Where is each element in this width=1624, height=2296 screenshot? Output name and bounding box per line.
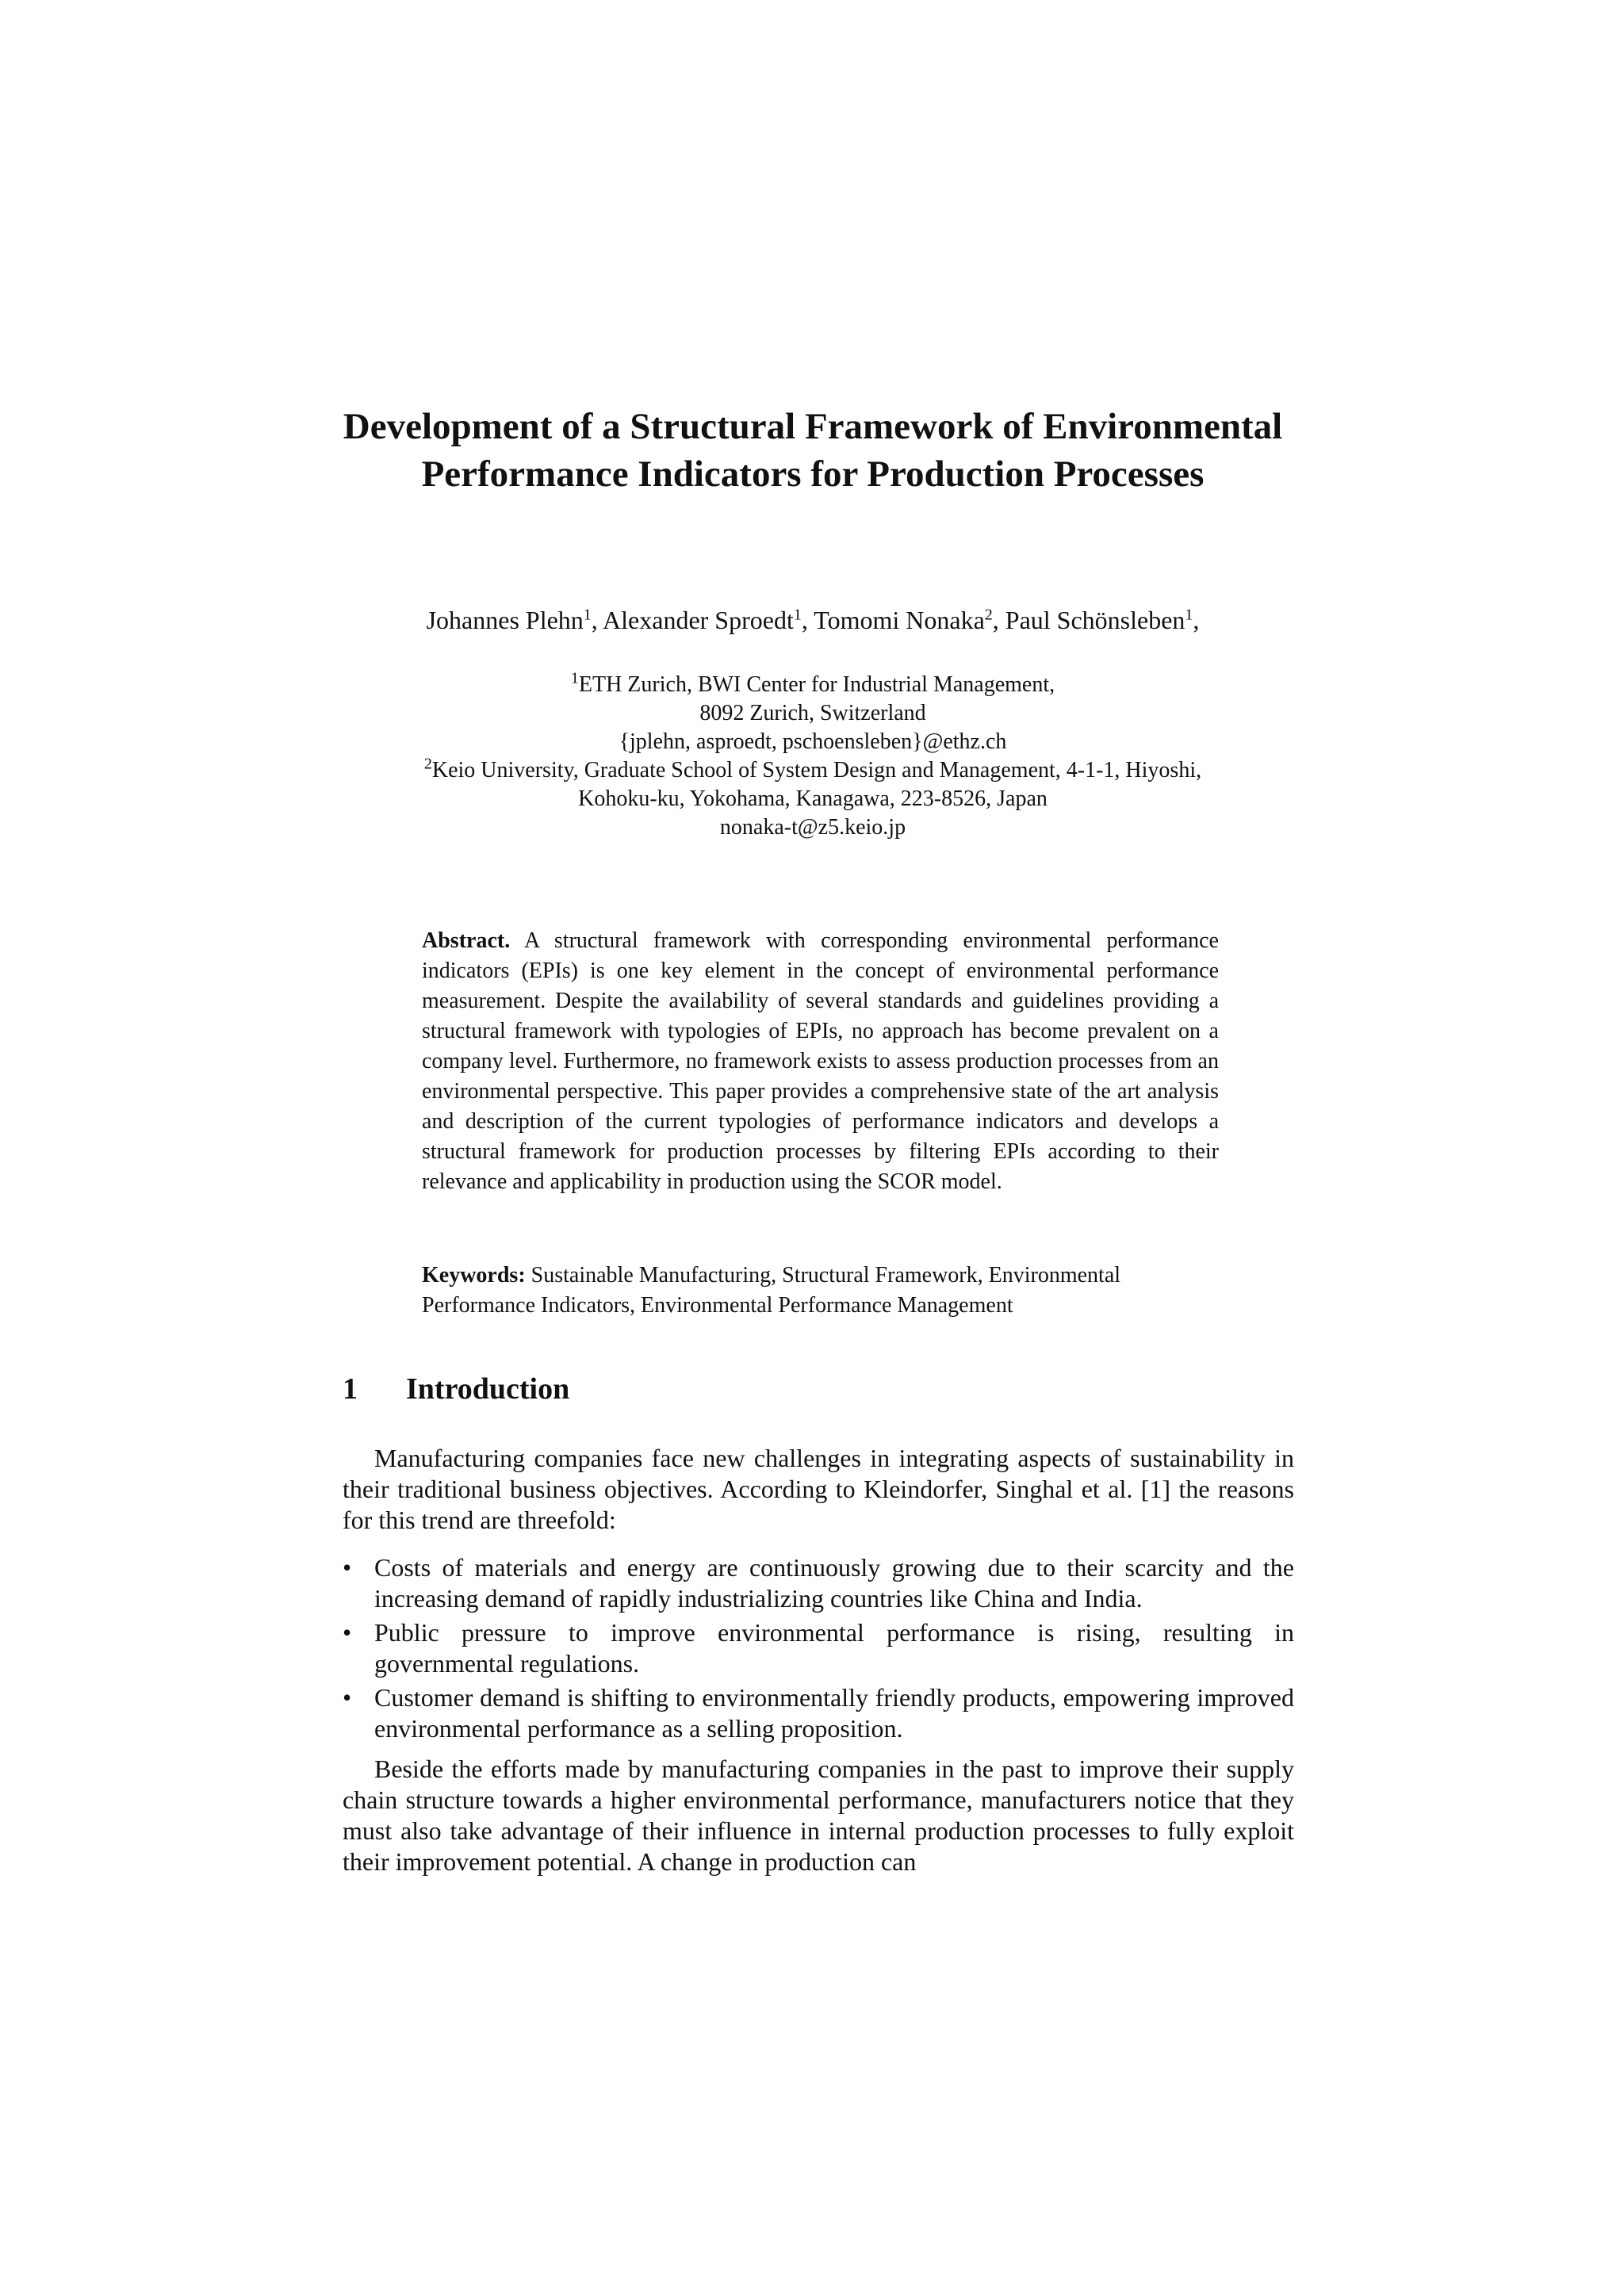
keywords-text: Sustainable Manufacturing, Structural Framework, Environmental Performance Indicators, Environmental Performance Management xyxy=(422,1263,1121,1318)
keywords-label: Keywords: xyxy=(422,1263,526,1288)
author-affiliation-mark: 1 xyxy=(1185,606,1193,624)
abstract-text: A structural framework with corresponding environmental performance indicators (EPIs) is one key element in the concept of environmental performance measurement. Despite the availability of several standards and guidelines providing a structural framework with typologies of EPIs, no approach has become prevalent on a company level. Furthermore, no framework exists to assess production processes from an environmental perspective. This paper provides a comprehensive state of the art analysis and description of the current typologies of performance indicators and develops a structural framework for production processes by filtering EPIs according to their relevance and applicability in production using the SCOR model. xyxy=(422,928,1219,1194)
author-name: Johannes Plehn xyxy=(426,606,584,634)
author-separator: , xyxy=(591,606,603,634)
bullet-list xyxy=(343,1552,1294,1747)
section-heading-introduction xyxy=(343,1370,1294,1408)
author-name: Paul Schönsleben xyxy=(1005,606,1185,634)
affiliation-1-line-2: 8092 Zurich, Switzerland xyxy=(699,701,926,725)
keywords xyxy=(422,1261,1219,1321)
author-separator: , xyxy=(1193,606,1200,634)
author-name: Alexander Sproedt xyxy=(603,606,794,634)
list-item xyxy=(343,1552,1294,1614)
bullet-icon: • xyxy=(343,1553,352,1582)
section-title: Introduction xyxy=(406,1372,570,1406)
affiliation-1-line-1 xyxy=(301,671,1324,699)
affiliations xyxy=(301,671,1324,842)
bullet-icon: • xyxy=(343,1683,352,1712)
list-item xyxy=(343,1682,1294,1744)
author-list xyxy=(301,604,1324,636)
author-affiliation-mark: 1 xyxy=(583,606,592,624)
body-paragraph-1: Manufacturing companies face new challenges in integrating aspects of sustainability in their traditional business objectives. According to Kleindorfer, Singhal et al. [1] the reasons for this trend are threefold: xyxy=(343,1444,1294,1534)
affiliation-2-email: nonaka-t@z5.keio.jp xyxy=(719,815,906,840)
author-affiliation-mark: 1 xyxy=(793,606,802,624)
affiliation-2-line-2: Kohoku-ku, Yokohama, Kanagawa, 223-8526, Japan xyxy=(578,786,1048,811)
section-number: 1 xyxy=(343,1372,358,1406)
list-item-text: Customer demand is shifting to environmentally friendly products, empowering improved environmental performance as a selling proposition. xyxy=(374,1683,1294,1743)
author-affiliation-mark: 2 xyxy=(984,606,993,624)
abstract-label: Abstract. xyxy=(422,928,511,953)
affiliation-mark: 1 xyxy=(570,669,579,687)
author-name: Tomomi Nonaka xyxy=(814,606,985,634)
body-paragraph-2: Beside the efforts made by manufacturing companies in the past to improve their supply chain structure towards a higher environmental performance, manufacturers notice that they must also take advantage of their influence in internal production processes to fully exploit their improvement potential. A change in production can xyxy=(343,1755,1294,1876)
list-item-text: Public pressure to improve environmental performance is rising, resulting in governmental regulations. xyxy=(374,1618,1294,1678)
bullet-icon: • xyxy=(343,1618,352,1647)
affiliation-2-line-1 xyxy=(301,756,1324,785)
affiliation-mark: 2 xyxy=(423,755,432,773)
affiliation-1-email: {jplehn, asproedt, pschoensleben}@ethz.ch xyxy=(619,729,1007,754)
abstract xyxy=(422,926,1219,1197)
list-item-text: Costs of materials and energy are continuously growing due to their scarcity and the increasing demand of rapidly industrializing countries like China and India. xyxy=(374,1553,1294,1613)
author-separator: , xyxy=(801,606,814,634)
list-item xyxy=(343,1617,1294,1679)
affiliation-text: ETH Zurich, BWI Center for Industrial Management, xyxy=(578,672,1055,697)
paper-title: Development of a Structural Framework of Environmental Performance Indicators for Production Processes xyxy=(343,406,1283,495)
author-separator: , xyxy=(992,606,1005,634)
affiliation-text: Keio University, Graduate School of System Design and Management, 4-1-1, Hiyoshi, xyxy=(431,758,1202,783)
